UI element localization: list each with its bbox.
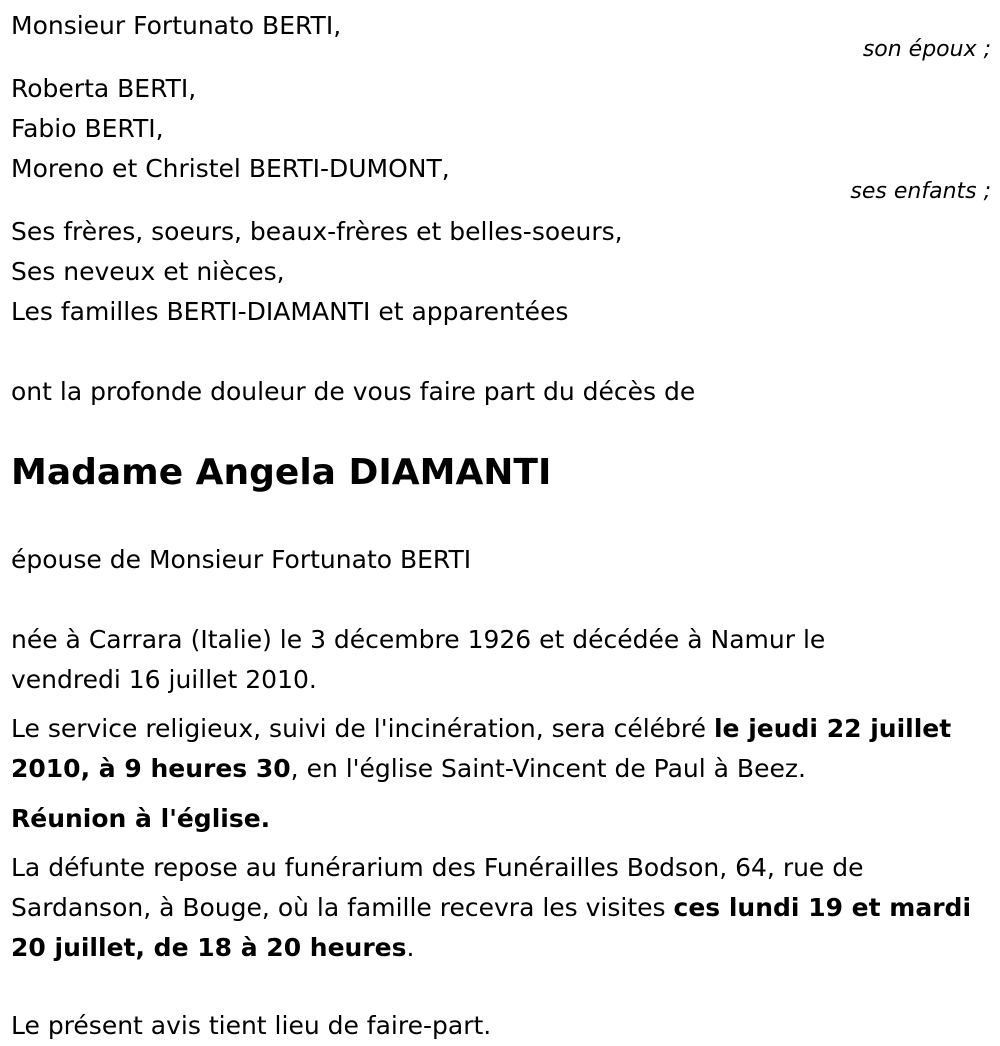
- visits-text: Sardanson, à Bouge, où la famille recevra les visites: [11, 893, 674, 922]
- spouse-of: épouse de Monsieur Fortunato BERTI: [11, 545, 472, 574]
- spouse-role: son époux ;: [862, 37, 991, 62]
- relatives-2: Ses neveux et nièces,: [11, 257, 285, 286]
- visits-line-3: [11, 928, 414, 968]
- service-text: Le service religieux, suivi de l'incinération, sera célébré: [11, 714, 714, 743]
- child-3: Moreno et Christel BERTI-DUMONT,: [11, 154, 450, 183]
- visits-line-1: La défunte repose au funérarium des Funérailles Bodson, 64, rue de: [11, 853, 864, 882]
- child-2: Fabio BERTI,: [11, 114, 164, 143]
- service-time: 2010, à 9 heures 30: [11, 754, 291, 783]
- service-line-2: [11, 749, 806, 789]
- visits-hours: 20 juillet, de 18 à 20 heures: [11, 933, 407, 962]
- service-location: , en l'église Saint-Vincent de Paul à Beez.: [290, 754, 806, 783]
- birth-death-line-1: née à Carrara (Italie) le 3 décembre 1926 et décédée à Namur le: [11, 625, 826, 654]
- deceased-name: Madame Angela DIAMANTI: [11, 452, 552, 493]
- children-role: ses enfants ;: [850, 179, 991, 204]
- service-date: le jeudi 22 juillet: [713, 714, 952, 743]
- meeting-note: Réunion à l'église.: [11, 804, 271, 833]
- relatives-1: Ses frères, soeurs, beaux-frères et belles-soeurs,: [11, 217, 623, 246]
- spouse-name: Monsieur Fortunato BERTI,: [11, 11, 342, 40]
- closing-note: Le présent avis tient lieu de faire-part.: [11, 1011, 492, 1040]
- visits-end: .: [406, 933, 415, 962]
- visits-line-2: [11, 888, 971, 928]
- relatives-3: Les familles BERTI-DIAMANTI et apparentées: [11, 297, 569, 326]
- announcement: ont la profonde douleur de vous faire part du décès de: [11, 377, 696, 406]
- visits-days: ces lundi 19 et mardi: [673, 893, 972, 922]
- child-1: Roberta BERTI,: [11, 74, 197, 103]
- service-line-1: [11, 709, 951, 749]
- birth-death-line-2: vendredi 16 juillet 2010.: [11, 665, 317, 694]
